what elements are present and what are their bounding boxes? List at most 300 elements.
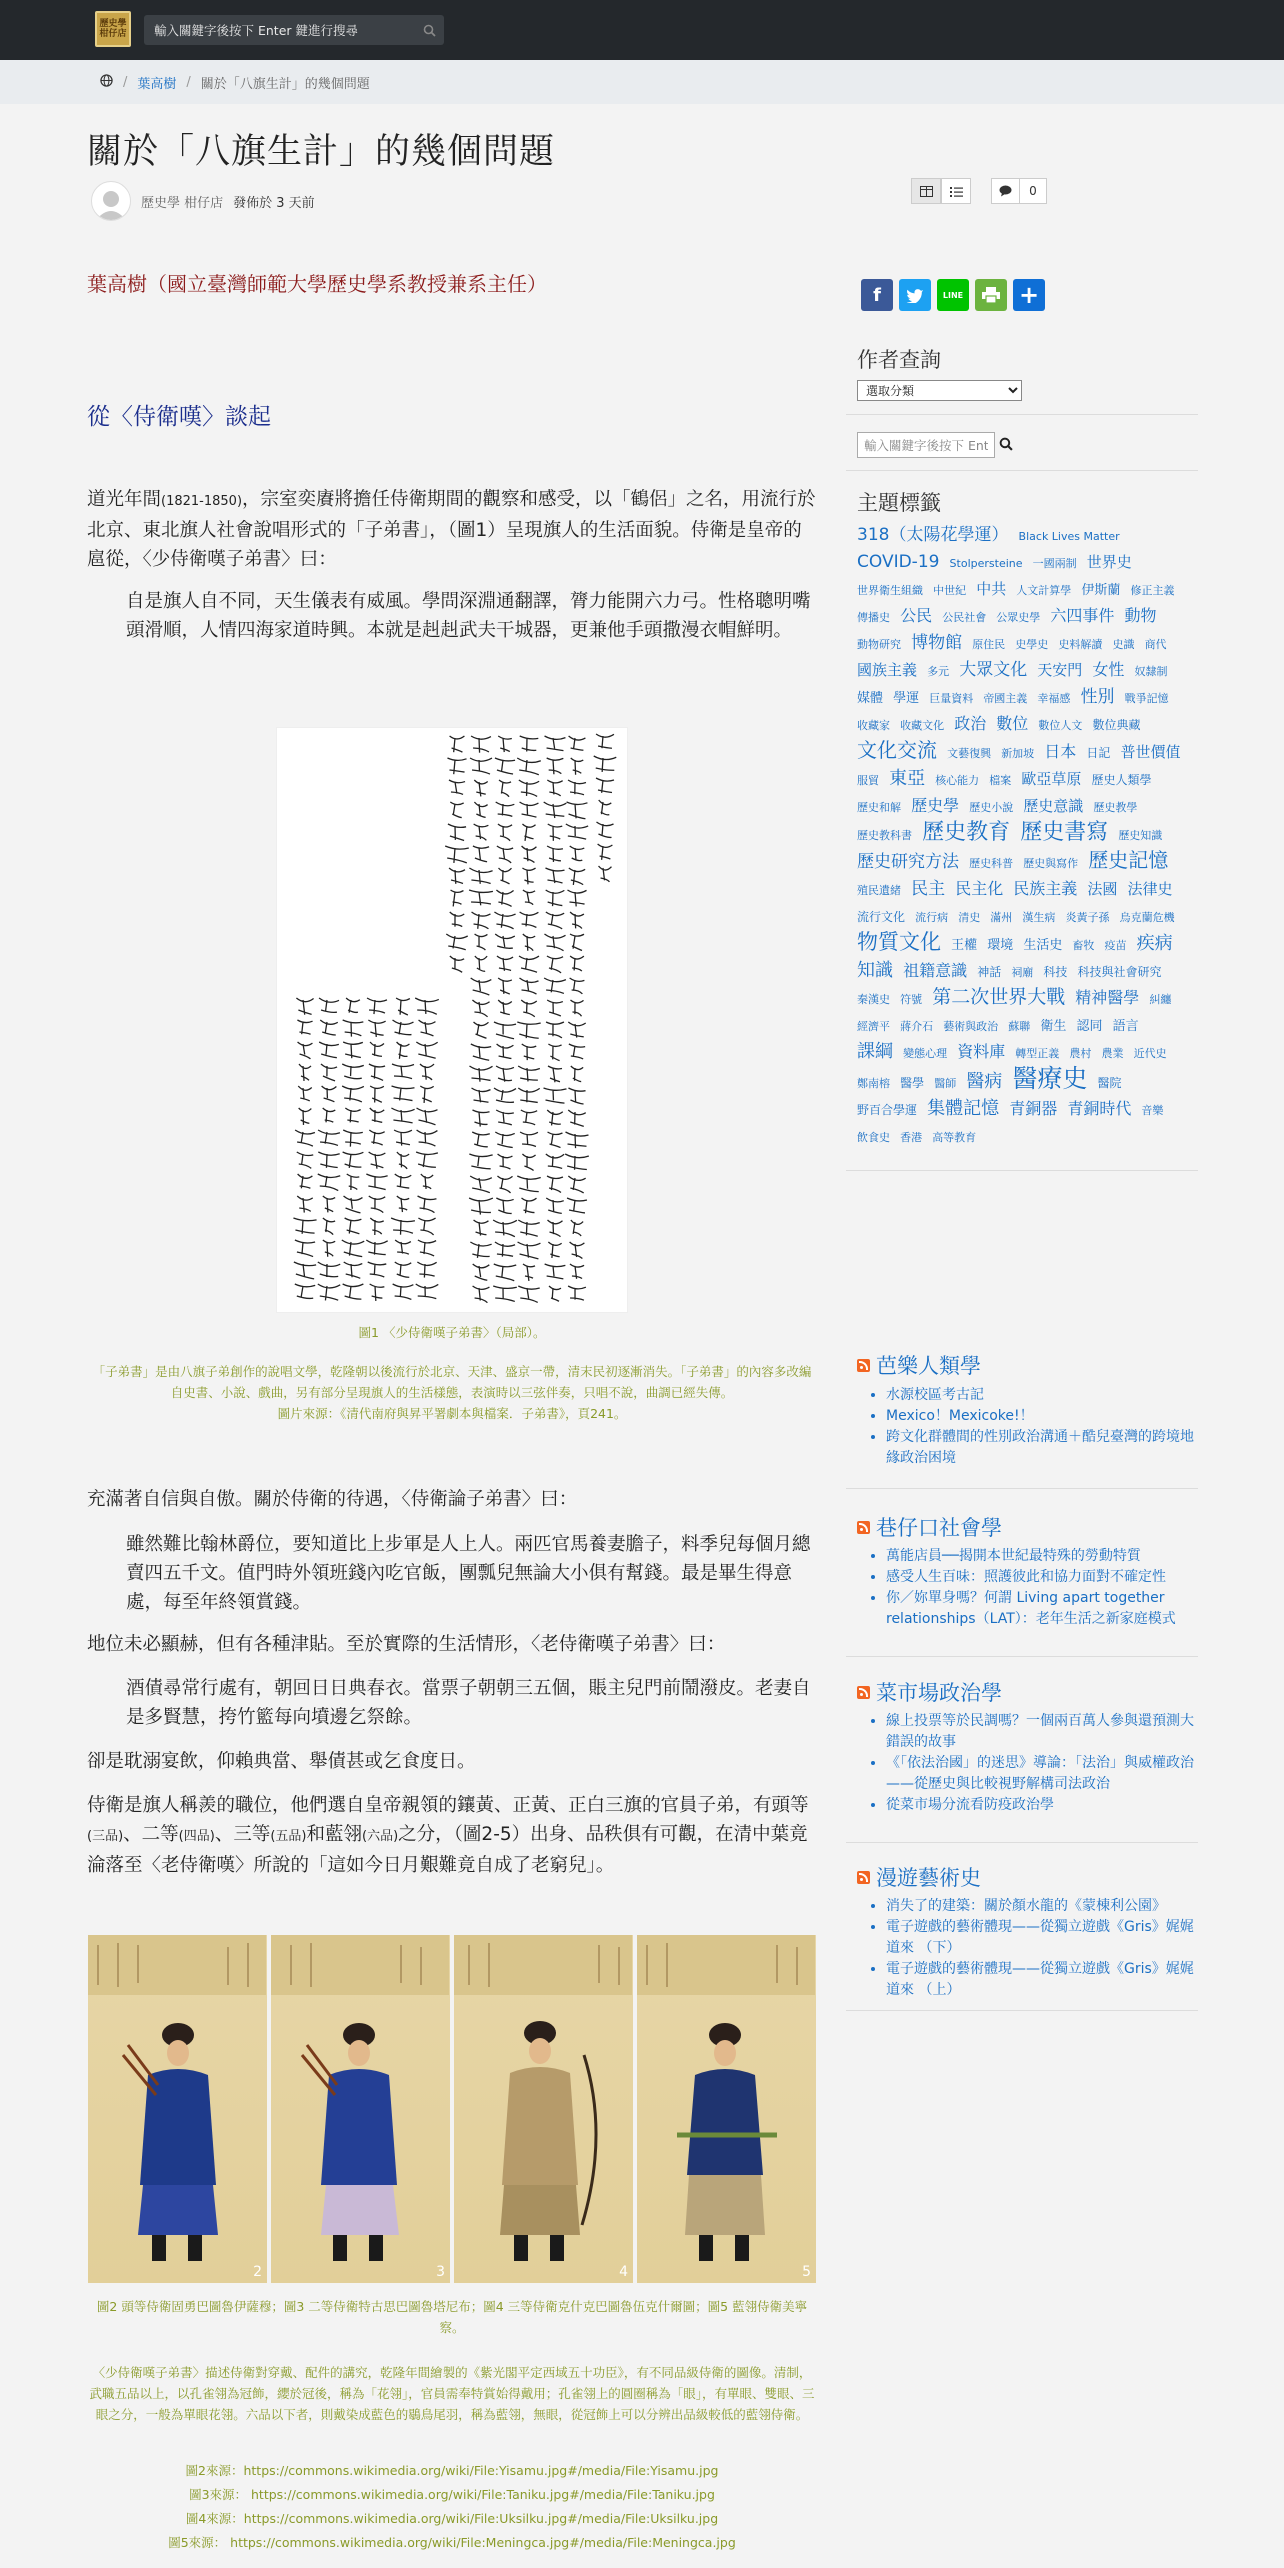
tag-link[interactable]: 流行病 bbox=[915, 911, 949, 924]
feed-item-link[interactable]: 消失了的建築：關於顏水龍的《蒙棟利公園》 bbox=[886, 1898, 1166, 1914]
tag-link[interactable]: Black Lives Matter bbox=[1018, 530, 1120, 543]
manuscript-stroke bbox=[496, 1198, 513, 1213]
manuscript-stroke bbox=[397, 1196, 409, 1212]
manuscript-stroke bbox=[496, 890, 513, 906]
portrait-number: 4 bbox=[619, 2264, 628, 2280]
manuscript-stroke bbox=[498, 978, 512, 994]
tag-link[interactable]: 第二次世界大戰 bbox=[932, 986, 1066, 1008]
manuscript-stroke bbox=[474, 1220, 489, 1236]
tag-link[interactable]: 檔案 bbox=[989, 774, 1012, 787]
manuscript-stroke bbox=[522, 868, 535, 884]
tag-link[interactable]: 課綱 bbox=[857, 1041, 893, 1062]
tag-link[interactable]: 史識 bbox=[1112, 638, 1135, 651]
feed-item[interactable] bbox=[886, 1896, 1200, 1917]
manuscript-stroke bbox=[342, 1086, 364, 1102]
breadcrumb bbox=[100, 73, 370, 92]
tag-link[interactable]: 農業 bbox=[1101, 1047, 1124, 1060]
manuscript-stroke bbox=[566, 824, 588, 839]
tag-link[interactable]: 歷史知識 bbox=[1118, 829, 1163, 842]
feed-list-3 bbox=[870, 1711, 1208, 1816]
portrait-number: 5 bbox=[802, 2264, 811, 2280]
manuscript-stroke bbox=[545, 868, 564, 883]
manuscript-stroke bbox=[544, 934, 565, 951]
manuscript-stroke bbox=[370, 1086, 384, 1103]
manuscript-stroke bbox=[548, 1242, 561, 1258]
tag-link[interactable]: 歷史記憶 bbox=[1088, 848, 1169, 872]
feed-item-link[interactable]: 從菜市場分流看防疫政治學 bbox=[886, 1797, 1054, 1813]
feed-item[interactable] bbox=[886, 1753, 1208, 1795]
tag-link[interactable]: 祖籍意識 bbox=[903, 961, 968, 980]
paragraph-4: 卻是耽溺宴飲，仰賴典當、舉債甚或乞食度日。 bbox=[87, 1751, 476, 1772]
tag-link[interactable]: 歷史學 bbox=[911, 796, 960, 815]
post-author-link[interactable]: 歷史學 柑仔店 bbox=[141, 195, 224, 211]
tag-link[interactable]: 318（太陽花學運） bbox=[857, 525, 1009, 545]
breadcrumb-bar bbox=[0, 60, 1284, 104]
manuscript-stroke bbox=[370, 1108, 384, 1122]
figure-2-note: 〈少侍衛嘆子弟書〉描述侍衛對穿戴、配件的講究，乾隆年間繪製的《紫光閣平定西域五十功臣》，有不同品級侍衛的圖像。清制，武職五品以上，以孔雀翎為冠飾，纓於冠後，稱為「花翎」，官員需奉特賞始得戴用；孔雀翎上的圓圈稱為「眼」，有單眼、雙眼、三眼之分，一般為單眼花翎。六品以下者，則戴染成藍色的鶡鳥尾羽，稱為藍翎，無眼，從冠飾上可以分辨出品級較低的藍翎侍衛。 bbox=[89, 2365, 815, 2422]
tag-link[interactable]: 伊斯蘭 bbox=[1081, 583, 1121, 598]
manuscript-stroke bbox=[599, 800, 612, 815]
tag-link[interactable]: 民主化 bbox=[955, 879, 1004, 898]
feed-item[interactable] bbox=[886, 1567, 1200, 1588]
tag-link[interactable]: 歷史人類學 bbox=[1091, 773, 1152, 787]
sidebar-search-input[interactable] bbox=[857, 432, 995, 458]
figure-3-source: 圖3來源： https://commons.wikimedia.org/wiki/File:Taniku.jpg#/media/File:Taniku.jpg bbox=[189, 2487, 715, 2502]
tag-link[interactable]: 歷史小說 bbox=[969, 801, 1014, 814]
tag-link[interactable]: 神話 bbox=[977, 965, 1002, 979]
manuscript-stroke bbox=[391, 1108, 414, 1123]
tag-link[interactable]: 經濟平 bbox=[857, 1020, 890, 1033]
manuscript-stroke bbox=[567, 1198, 587, 1213]
tag-link[interactable]: 中共 bbox=[976, 580, 1007, 598]
tag-link[interactable]: 六四事件 bbox=[1050, 606, 1115, 625]
manuscript-stroke bbox=[298, 1174, 313, 1188]
tag-link[interactable]: 歷史研究方法 bbox=[857, 852, 959, 872]
feed-heading-1[interactable] bbox=[857, 1350, 981, 1380]
sidebar-divider bbox=[846, 1170, 1198, 1171]
manuscript-stroke bbox=[569, 868, 585, 885]
feed-item[interactable] bbox=[886, 1588, 1200, 1630]
tag-link[interactable]: 資料庫 bbox=[957, 1042, 1006, 1061]
sidebar-divider bbox=[846, 1488, 1198, 1489]
manuscript-stroke bbox=[449, 780, 465, 794]
tag-link[interactable]: 秦漢史 bbox=[857, 993, 890, 1006]
manuscript-stroke bbox=[493, 1220, 517, 1237]
tag-link[interactable]: 民主 bbox=[911, 879, 946, 899]
tag-link[interactable]: 醫療史 bbox=[1012, 1064, 1088, 1093]
manuscript-stroke bbox=[450, 956, 464, 972]
tag-link[interactable]: 藝術與政治 bbox=[943, 1020, 999, 1033]
tag-link[interactable]: 醫學 bbox=[900, 1076, 925, 1090]
manuscript-stroke bbox=[546, 1154, 564, 1168]
tag-link[interactable]: 公民 bbox=[900, 606, 933, 625]
tag-link[interactable]: 滿州 bbox=[990, 911, 1013, 924]
feed-item-link[interactable]: 萬能店員──揭開本世紀最特殊的勞動特質 bbox=[886, 1548, 1141, 1564]
manuscript-stroke bbox=[570, 1264, 584, 1279]
tag-link[interactable]: 歷史和解 bbox=[857, 801, 901, 814]
tag-link[interactable]: 商代 bbox=[1144, 638, 1167, 651]
tag-link[interactable]: 集體記憶 bbox=[927, 1098, 1000, 1119]
tag-link[interactable]: 轉型正義 bbox=[1015, 1047, 1060, 1060]
tag-link[interactable]: 知識 bbox=[857, 960, 893, 981]
tag-link[interactable]: 衛生 bbox=[1040, 1019, 1067, 1034]
manuscript-stroke bbox=[450, 802, 463, 818]
post-meta bbox=[91, 181, 315, 221]
tag-link[interactable]: 數位 bbox=[996, 714, 1029, 733]
feed-item[interactable] bbox=[886, 1546, 1200, 1567]
tag-link[interactable]: 中世紀 bbox=[933, 584, 967, 597]
manuscript-stroke bbox=[295, 1130, 315, 1146]
more-share-button[interactable]: + bbox=[1013, 279, 1045, 311]
feed-item[interactable] bbox=[886, 1711, 1200, 1753]
tag-link[interactable]: 傳播史 bbox=[857, 611, 890, 624]
grid-view-button[interactable] bbox=[911, 178, 941, 204]
tag-link[interactable]: 祠廟 bbox=[1011, 966, 1034, 979]
manuscript-stroke bbox=[522, 1154, 535, 1171]
comments-button[interactable] bbox=[991, 178, 1047, 204]
tag-link[interactable]: 博物館 bbox=[911, 633, 963, 653]
tag-link[interactable]: 近代史 bbox=[1133, 1047, 1167, 1060]
tag-link[interactable]: 青銅時代 bbox=[1067, 1099, 1132, 1118]
tag-link[interactable]: 政治 bbox=[954, 714, 987, 733]
manuscript-stroke bbox=[546, 890, 565, 906]
tag-link[interactable]: 新加坡 bbox=[1001, 747, 1035, 760]
tag-link[interactable]: 疫苗 bbox=[1104, 939, 1127, 952]
feed-item-link[interactable]: 水源校區考古記 bbox=[886, 1387, 984, 1403]
manuscript-stroke bbox=[494, 1022, 516, 1039]
tag-link[interactable]: 性別 bbox=[1080, 687, 1115, 707]
author-query-title: 作者查詢 bbox=[857, 348, 941, 372]
manuscript-stroke bbox=[469, 868, 492, 884]
tag-link[interactable]: 變態心理 bbox=[903, 1047, 948, 1060]
line-share-button[interactable]: LINE bbox=[937, 279, 969, 311]
manuscript-stroke bbox=[299, 1064, 311, 1081]
tag-link[interactable]: 符號 bbox=[900, 993, 923, 1006]
manuscript-stroke bbox=[342, 1064, 364, 1079]
tag-link[interactable]: 歷史與寫作 bbox=[1023, 857, 1079, 870]
manuscript-stroke bbox=[297, 1020, 312, 1034]
tags-title: 主題標籤 bbox=[857, 491, 941, 515]
tag-link[interactable]: 國族主義 bbox=[857, 661, 918, 679]
tag-link[interactable]: 歷史教育 bbox=[922, 820, 1011, 845]
view-toolbar bbox=[911, 178, 1047, 204]
portrait-3-image bbox=[271, 1935, 450, 2283]
manuscript-stroke bbox=[596, 734, 614, 748]
globe-icon[interactable] bbox=[100, 74, 113, 91]
tag-link[interactable]: 史學史 bbox=[1015, 638, 1049, 651]
avatar[interactable] bbox=[91, 181, 131, 221]
manuscript-stroke bbox=[472, 1110, 489, 1127]
tag-link[interactable]: 歷史書寫 bbox=[1020, 820, 1109, 845]
tag-link[interactable]: 語言 bbox=[1112, 1019, 1139, 1034]
manuscript-stroke bbox=[518, 1286, 539, 1302]
manuscript-stroke bbox=[370, 1042, 384, 1056]
post-timestamp: 發佈於 3 天前 bbox=[233, 195, 315, 211]
manuscript-stroke bbox=[568, 1022, 585, 1038]
feed-item[interactable] bbox=[886, 1406, 1200, 1427]
manuscript-stroke bbox=[319, 998, 339, 1012]
manuscript-stroke bbox=[520, 736, 539, 752]
feed-heading-3[interactable] bbox=[857, 1677, 1002, 1707]
manuscript-stroke bbox=[418, 1240, 436, 1256]
tag-link[interactable]: 醫院 bbox=[1097, 1076, 1122, 1090]
feed-item[interactable] bbox=[886, 1917, 1200, 1959]
manuscript-stroke bbox=[323, 1240, 335, 1257]
manuscript-stroke bbox=[520, 802, 539, 817]
tag-link[interactable]: 農村 bbox=[1069, 1047, 1092, 1060]
manuscript-stroke bbox=[415, 998, 439, 1014]
feed-item-link[interactable]: 感受人生百味：照護彼此和協力面對不確定性 bbox=[886, 1569, 1166, 1585]
tag-link[interactable]: 畜牧 bbox=[1072, 939, 1095, 952]
tag-link[interactable]: 清史 bbox=[958, 911, 981, 924]
manuscript-stroke bbox=[421, 1174, 433, 1189]
feed-item-link[interactable]: 《「依法治國」的迷思》導論：「法治」與威權政治 ——從歷史與比較視野解構司法政治 bbox=[886, 1755, 1208, 1792]
manuscript-stroke bbox=[494, 1088, 516, 1102]
tag-link[interactable]: 世界衛生組織 bbox=[857, 584, 923, 597]
tag-link[interactable]: 烏克蘭危機 bbox=[1119, 911, 1175, 924]
tag-link[interactable]: 糾纏 bbox=[1149, 993, 1172, 1006]
tag-link[interactable]: 法律史 bbox=[1127, 880, 1173, 898]
tag-link[interactable]: 法國 bbox=[1087, 880, 1118, 898]
comment-icon bbox=[992, 179, 1020, 203]
tag-link[interactable]: 公眾史學 bbox=[996, 611, 1041, 624]
figure-2-5-portraits bbox=[88, 1935, 816, 2283]
feed-item-link[interactable]: Mexico！Mexicoke!！ bbox=[886, 1408, 1034, 1424]
page-title: 關於「八旗生計」的幾個問題 bbox=[87, 132, 556, 172]
feed-heading-2[interactable] bbox=[857, 1512, 1002, 1542]
tag-link[interactable]: 文藝復興 bbox=[947, 747, 992, 760]
manuscript-stroke bbox=[495, 758, 515, 774]
manuscript-stroke bbox=[446, 934, 467, 950]
tag-link[interactable]: 普世價值 bbox=[1120, 743, 1181, 761]
manuscript-stroke bbox=[299, 1108, 312, 1125]
tag-link[interactable]: 音樂 bbox=[1141, 1104, 1164, 1117]
feed-heading-4[interactable] bbox=[857, 1862, 981, 1892]
tag-link[interactable]: 歷史科普 bbox=[969, 857, 1014, 870]
manuscript-stroke bbox=[497, 1176, 512, 1193]
tag-link[interactable]: 人文計算學 bbox=[1016, 584, 1072, 597]
tag-link[interactable]: 服貿 bbox=[857, 774, 879, 787]
search-icon[interactable] bbox=[414, 15, 444, 45]
tag-link[interactable]: 日本 bbox=[1044, 742, 1077, 761]
feed-item-link[interactable]: 線上投票等於民調嗎？一個兩百萬人參與還預測大錯誤的故事 bbox=[886, 1713, 1194, 1750]
tag-link[interactable]: 巨量資料 bbox=[929, 692, 974, 705]
feed-item[interactable] bbox=[886, 1427, 1200, 1469]
manuscript-stroke bbox=[343, 1284, 364, 1299]
manuscript-stroke bbox=[416, 1042, 437, 1058]
twitter-share-button[interactable] bbox=[899, 279, 931, 311]
top-search-input[interactable] bbox=[144, 15, 414, 45]
manuscript-stroke bbox=[569, 1044, 585, 1059]
tag-link[interactable]: 殖民遺緒 bbox=[857, 884, 901, 897]
feed-item[interactable] bbox=[886, 1795, 1200, 1816]
manuscript-stroke bbox=[547, 1000, 563, 1016]
tag-link[interactable]: 王權 bbox=[951, 938, 978, 953]
tag-link[interactable]: 蘇聯 bbox=[1008, 1020, 1031, 1033]
tag-link[interactable]: 動物研究 bbox=[857, 638, 901, 651]
tag-link[interactable]: 幸福感 bbox=[1037, 692, 1071, 705]
feed-item-link[interactable]: 電子遊戲的藝術體現——從獨立遊戲《Gris》娓娓道來 （下） bbox=[886, 1919, 1194, 1956]
tag-link[interactable]: 炎黃子孫 bbox=[1065, 911, 1110, 924]
feed-item-link[interactable]: 跨文化群體間的性別政治溝通＋酷兒臺灣的跨境地緣政治困境 bbox=[886, 1429, 1194, 1466]
tag-link[interactable]: 環境 bbox=[987, 938, 1014, 953]
tag-link[interactable]: 帝國主義 bbox=[983, 692, 1028, 705]
manuscript-stroke bbox=[318, 1130, 340, 1145]
feed-item-link[interactable]: 電子遊戲的藝術體現——從獨立遊戲《Gris》娓娓道來 （上） bbox=[886, 1961, 1194, 1998]
manuscript-stroke bbox=[498, 736, 512, 752]
manuscript-stroke bbox=[567, 802, 588, 819]
tag-link[interactable]: 核心能力 bbox=[935, 774, 980, 787]
figure-1-note: 「子弟書」是由八旗子弟創作的說唱文學，乾隆朝以後流行於北京、天津、盛京一帶，清末民初逐漸消失。「子弟書」的內容多改編自史書、小說、戲曲，另有部分呈現旗人的生活樣態，表演時以三弦伴奏，只唱不說，曲調已經失傳。 bbox=[92, 1364, 812, 1400]
section-heading: 從〈侍衛嘆〉談起 bbox=[87, 404, 271, 430]
tag-link[interactable]: 媒體 bbox=[857, 691, 884, 706]
tag-link[interactable]: 歐亞草原 bbox=[1021, 770, 1082, 788]
manuscript-stroke bbox=[568, 780, 586, 795]
manuscript-stroke bbox=[496, 802, 515, 816]
tag-link[interactable]: 一國兩制 bbox=[1032, 557, 1077, 570]
sidebar-divider bbox=[846, 2010, 1198, 2011]
facebook-share-button[interactable]: f bbox=[861, 279, 893, 311]
manuscript-stroke bbox=[571, 758, 584, 775]
tag-link[interactable]: 蔣介石 bbox=[900, 1020, 934, 1033]
tag-link[interactable]: 公民社會 bbox=[942, 611, 987, 624]
tag-link[interactable]: 歷史意識 bbox=[1023, 797, 1084, 815]
manuscript-stroke bbox=[547, 956, 563, 973]
manuscript-stroke bbox=[495, 1132, 514, 1147]
manuscript-stroke bbox=[470, 758, 492, 774]
manuscript-stroke bbox=[473, 1286, 490, 1303]
tag-link[interactable]: COVID-19 bbox=[857, 552, 940, 572]
manuscript-stroke bbox=[547, 758, 564, 774]
figure-1-source: 圖片來源：《清代南府與昇平署劇本與檔案．子弟書》，頁241。 bbox=[277, 1406, 627, 1421]
tag-link[interactable]: 多元 bbox=[927, 665, 950, 678]
manuscript-stroke bbox=[549, 1286, 561, 1301]
manuscript-stroke bbox=[544, 802, 567, 818]
list-view-button[interactable] bbox=[941, 178, 971, 204]
tag-link[interactable]: 民族主義 bbox=[1013, 879, 1078, 898]
tag-link[interactable]: 歷史教學 bbox=[1093, 801, 1138, 814]
tag-link[interactable]: 奴隸制 bbox=[1134, 665, 1168, 678]
manuscript-stroke bbox=[318, 1284, 340, 1300]
breadcrumb-author-link[interactable]: 葉高樹 bbox=[137, 77, 177, 92]
manuscript-stroke bbox=[417, 1262, 436, 1278]
sidebar-divider bbox=[846, 1842, 1198, 1843]
manuscript-stroke bbox=[296, 998, 313, 1015]
manuscript-stroke bbox=[518, 1066, 540, 1081]
tag-link[interactable]: 女性 bbox=[1092, 660, 1125, 679]
tag-link[interactable]: 日記 bbox=[1086, 746, 1111, 760]
manuscript-stroke bbox=[548, 1132, 563, 1148]
tag-link[interactable]: 歷史教科書 bbox=[857, 829, 912, 842]
manuscript-stroke bbox=[295, 1240, 315, 1257]
category-select[interactable] bbox=[857, 380, 1022, 401]
manuscript-stroke bbox=[545, 1264, 566, 1279]
tag-link[interactable]: 動物 bbox=[1124, 606, 1157, 625]
manuscript-stroke bbox=[369, 1152, 386, 1169]
manuscript-stroke bbox=[474, 780, 487, 796]
feed-title: 漫遊藝術史 bbox=[876, 1866, 981, 1890]
tag-link[interactable]: 野百合學運 bbox=[857, 1103, 918, 1117]
tag-link[interactable]: 認同 bbox=[1076, 1019, 1103, 1034]
manuscript-stroke bbox=[323, 1108, 336, 1122]
printer-icon[interactable] bbox=[975, 279, 1007, 311]
manuscript-stroke bbox=[416, 1284, 439, 1299]
tag-link[interactable]: 收藏文化 bbox=[900, 719, 945, 732]
tag-link[interactable]: 修正主義 bbox=[1130, 584, 1175, 597]
manuscript-stroke bbox=[523, 934, 535, 951]
manuscript-stroke bbox=[472, 912, 491, 929]
feed-list-1 bbox=[870, 1385, 1200, 1469]
tag-link[interactable]: 高等教育 bbox=[932, 1131, 977, 1144]
tag-link[interactable]: 原住民 bbox=[972, 638, 1006, 651]
tag-link[interactable]: 數位人文 bbox=[1038, 719, 1083, 732]
tag-link[interactable]: 科技與社會研究 bbox=[1077, 965, 1162, 979]
manuscript-stroke bbox=[475, 934, 488, 950]
tag-link[interactable]: 物質文化 bbox=[857, 930, 941, 954]
tag-link[interactable]: 鄭南榕 bbox=[857, 1077, 890, 1090]
tag-link[interactable]: 精神醫學 bbox=[1075, 988, 1140, 1007]
manuscript-stroke bbox=[571, 1066, 583, 1082]
tag-link[interactable]: 大眾文化 bbox=[959, 660, 1028, 680]
tag-link[interactable]: 流行文化 bbox=[857, 910, 906, 924]
manuscript-stroke bbox=[451, 890, 464, 906]
share-buttons bbox=[861, 279, 1045, 311]
tag-link[interactable]: 戰爭記憶 bbox=[1124, 692, 1169, 705]
tag-link[interactable]: 數位典藏 bbox=[1092, 718, 1141, 732]
manuscript-stroke bbox=[474, 824, 489, 840]
manuscript-stroke bbox=[522, 1044, 537, 1060]
tag-link[interactable]: 醫師 bbox=[934, 1077, 957, 1090]
tag-link[interactable]: 文化交流 bbox=[857, 738, 937, 762]
manuscript-stroke bbox=[523, 890, 535, 905]
manuscript-stroke bbox=[449, 868, 465, 884]
tag-link[interactable]: 醫病 bbox=[966, 1071, 1003, 1092]
tag-link[interactable]: 香港 bbox=[900, 1131, 923, 1144]
manuscript-stroke bbox=[416, 1152, 438, 1167]
top-navbar bbox=[0, 0, 1284, 60]
tag-link[interactable]: 學運 bbox=[893, 691, 920, 706]
tag-link[interactable]: 疾病 bbox=[1136, 933, 1173, 954]
manuscript-stroke bbox=[366, 1174, 387, 1190]
feed-item-link[interactable]: 你／妳單身嗎？何謂 Living apart together relationships（LAT）：老年生活之新家庭模式 bbox=[886, 1590, 1176, 1627]
tag-link[interactable]: 科技 bbox=[1043, 965, 1068, 979]
manuscript-stroke bbox=[343, 1152, 364, 1168]
manuscript-stroke bbox=[570, 956, 584, 971]
tag-link[interactable]: 史料解讀 bbox=[1058, 638, 1103, 651]
manuscript-stroke bbox=[494, 912, 515, 929]
tag-link[interactable]: 東亞 bbox=[889, 768, 926, 789]
feed-item[interactable] bbox=[886, 1959, 1200, 2001]
manuscript-stroke bbox=[418, 1218, 435, 1235]
site-logo[interactable]: 歷史學 柑仔店 bbox=[95, 11, 131, 47]
manuscript-stroke bbox=[394, 1130, 412, 1146]
manuscript-stroke bbox=[497, 956, 513, 971]
tag-link[interactable]: 收藏家 bbox=[857, 719, 890, 732]
manuscript-stroke bbox=[471, 1044, 491, 1060]
tag-link[interactable]: 青銅器 bbox=[1009, 1099, 1058, 1118]
tag-link[interactable]: 飲食史 bbox=[857, 1131, 890, 1144]
tag-link[interactable]: 生活史 bbox=[1023, 938, 1063, 953]
paragraph-5: 侍衛是旗人稱羨的職位，他們選自皇帝親領的鑲黃、正黃、正白三旗的官員子弟，有頭等(三品)、二等(四品)、三等(五品)和藍翎(六品)之分，（圖2-5）出身、品秩俱有可觀，在清中葉竟淪落至〈老侍衛嘆〉所說的「這如今日月艱難竟自成了老窮兒」。 bbox=[87, 1795, 809, 1876]
manuscript-stroke bbox=[548, 1066, 562, 1082]
feed-item[interactable] bbox=[886, 1385, 1200, 1406]
search-icon[interactable] bbox=[999, 436, 1013, 455]
tag-link[interactable]: 天安門 bbox=[1037, 661, 1083, 679]
tag-link[interactable]: 世界史 bbox=[1086, 553, 1132, 571]
tag-link[interactable]: 漢生病 bbox=[1022, 911, 1056, 924]
manuscript-stroke bbox=[294, 1262, 316, 1279]
tag-link[interactable]: Stolpersteine bbox=[949, 557, 1023, 570]
